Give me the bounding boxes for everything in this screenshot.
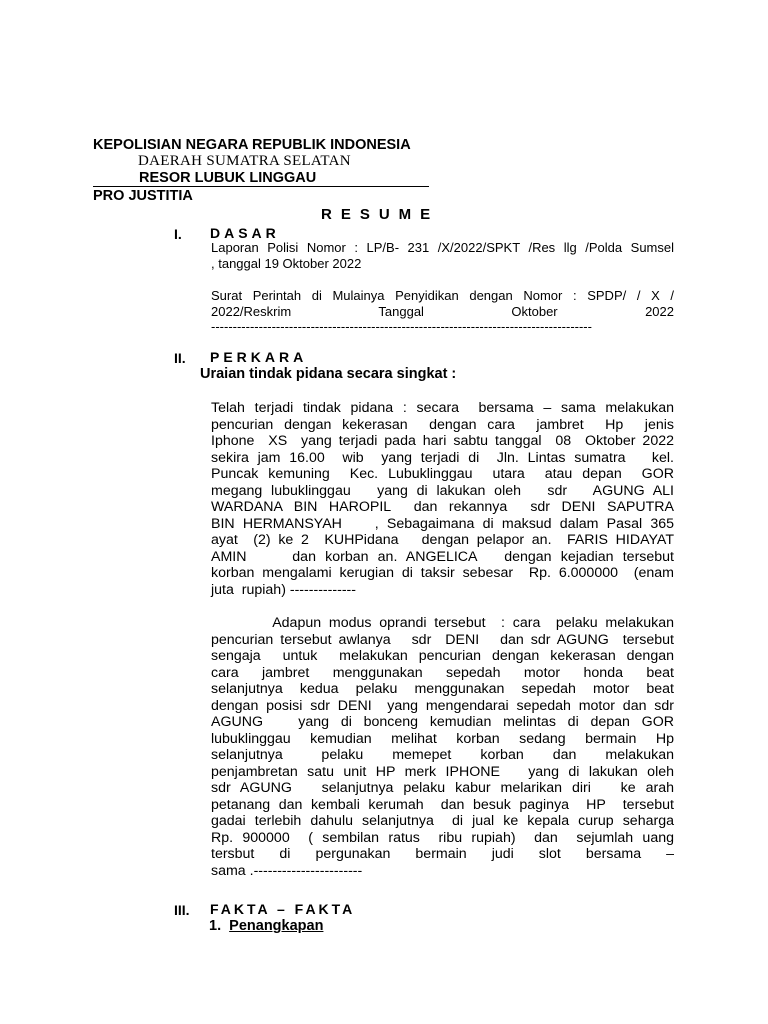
- paragraph-line: selanjutnya kedua pelaku menggunakan sepedah motor beat: [211, 681, 674, 697]
- laporan-line: , tanggal 19 Oktober 2022: [211, 255, 362, 271]
- laporan-line: Laporan Polisi Nomor : LP/B- 231 /X/2022/SPKT /Res llg /Polda Sumsel: [211, 240, 674, 255]
- surat-perintah-text: [211, 288, 674, 335]
- paragraph-line: Rp. 900000 ( sembilan ratus ribu rupiah) dan sejumlah uang: [211, 829, 674, 846]
- paragraph-line: megang lubuklinggau yang di lakukan oleh sdr AGUNG ALI: [211, 482, 674, 499]
- paragraph-line: pencurian dengan kekerasan dengan cara jambret Hp jenis: [211, 416, 674, 433]
- section-fakta-heading: FAKTA – FAKTA: [210, 901, 356, 917]
- paragraph-line: sdr AGUNG selanjutnya pelaku kabur melarikan diri ke arah: [211, 780, 674, 796]
- institution-name: KEPOLISIAN NEGARA REPUBLIK INDONESIA: [93, 137, 411, 153]
- paragraph-line: WARDANA BIN HAROPIL dan rekannya sdr DENI SAPUTRA: [211, 499, 674, 515]
- header-underline: [93, 186, 429, 187]
- laporan-polisi-text: [211, 240, 674, 271]
- paragraph-line: AMIN dan korban an. ANGELICA dengan kejadian tersebut: [211, 548, 674, 565]
- paragraph-line: cara jambret menggunakan sepedah motor honda beat: [211, 664, 674, 681]
- perkara-paragraph-2: [211, 615, 674, 879]
- section-dasar-number: I.: [174, 226, 182, 242]
- pro-justitia-label: PRO JUSTITIA: [93, 188, 193, 204]
- paragraph-line: sengaja untuk melakukan pencurian dengan kekerasan dengan: [211, 648, 674, 664]
- paragraph-line: gadai terlebih dahulu selanjutnya di jual ke kepala curup seharga: [211, 813, 674, 829]
- paragraph-line: petanang dan kembali kerumah dan besuk paginya HP tersebut: [211, 796, 674, 813]
- surat-line: Surat Perintah di Mulainya Penyidikan dengan Nomor : SPDP/ / X /: [211, 288, 674, 303]
- resort-name: RESOR LUBUK LINGGAU: [139, 170, 317, 186]
- paragraph-line: dengan posisi sdr DENI yang mengendarai sepedah motor dan sdr: [211, 697, 674, 714]
- paragraph-line: Puncak kemuning Kec. Lubuklinggau utara atau depan GOR: [211, 466, 674, 482]
- perkara-paragraph-1: [211, 400, 674, 598]
- surat-dash-line: ----------------------------------------------------------------------------------------: [211, 319, 592, 334]
- paragraph-line: penjambretan satu unit HP merk IPHONE yang di lakukan oleh: [211, 763, 674, 780]
- paragraph-line: Telah terjadi tindak pidana : secara bersama – sama melakukan: [211, 400, 674, 416]
- paragraph-line: Adapun modus oprandi tersebut : cara pelaku melakukan: [211, 615, 674, 631]
- paragraph-line: lubuklinggau kemudian melihat korban sedang bermain Hp: [211, 730, 674, 747]
- paragraph-line: sekira jam 16.00 wib yang terjadi di Jln. Lintas sumatra kel.: [211, 449, 674, 466]
- section-perkara-number: II.: [174, 350, 186, 366]
- perkara-subheading: Uraian tindak pidana secara singkat :: [200, 366, 457, 382]
- document-title: RESUME: [321, 206, 440, 223]
- paragraph-line: tersbut di pergunakan bermain judi slot bersama –: [211, 846, 674, 862]
- paragraph-line: selanjutnya pelaku memepet korban dan melakukan: [211, 747, 674, 763]
- section-fakta-number: III.: [174, 902, 190, 918]
- paragraph-line: pencurian tersebut awlanya sdr DENI dan sdr AGUNG tersebut: [211, 631, 674, 648]
- fakta-item-1-number: 1.: [209, 918, 222, 934]
- region-name: DAERAH SUMATRA SELATAN: [138, 153, 351, 169]
- paragraph-line: Iphone XS yang terjadi pada hari sabtu tanggal 08 Oktober 2022: [211, 433, 674, 449]
- section-perkara-heading: PERKARA: [210, 349, 308, 365]
- paragraph-line: AGUNG yang di bonceng kemudian melintas di depan GOR: [211, 714, 674, 730]
- fakta-item-1-label: Penangkapan: [229, 918, 324, 934]
- surat-line: 2022/Reskrim Tanggal Oktober 2022: [211, 303, 674, 319]
- paragraph-line: juta rupiah) --------------: [211, 581, 357, 598]
- fakta-item-1: [209, 918, 323, 934]
- paragraph-line: korban mengalami kerugian di taksir sebesar Rp. 6.000000 (enam: [211, 565, 674, 581]
- section-dasar-heading: DASAR: [210, 225, 280, 241]
- paragraph-line: BIN HERMANSYAH , Sebagaimana di maksud dalam Pasal 365: [211, 515, 674, 532]
- paragraph-line: ayat (2) ke 2 KUHPidana dengan pelapor an. FARIS HIDAYAT: [211, 532, 674, 548]
- paragraph-line: sama .-----------------------: [211, 862, 363, 879]
